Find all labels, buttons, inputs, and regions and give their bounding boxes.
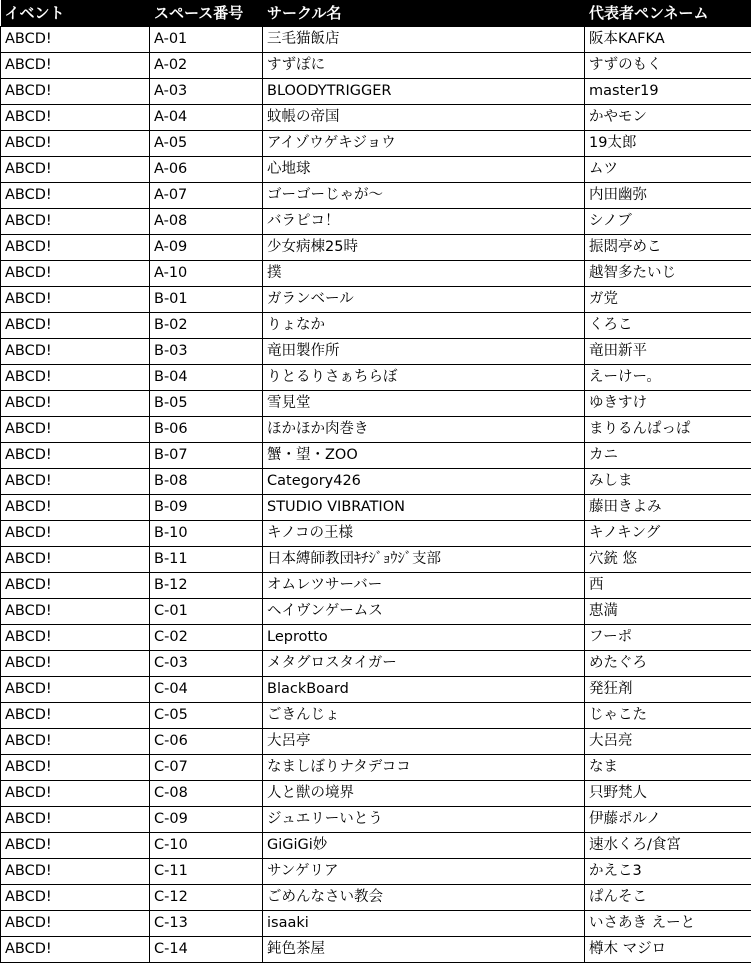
cell-pen-name[interactable]: ぱんそこ (585, 884, 751, 910)
cell-event[interactable]: ABCD! (1, 780, 150, 806)
cell-space-number[interactable]: A-05 (150, 130, 263, 156)
cell-pen-name[interactable]: 阪本KAFKA (585, 26, 751, 52)
cell-pen-name[interactable]: なま (585, 754, 751, 780)
cell-space-number[interactable]: C-12 (150, 884, 263, 910)
cell-circle-name[interactable]: 少女病棟25時 (263, 234, 585, 260)
cell-circle-name[interactable]: キノコの王様 (263, 520, 585, 546)
cell-space-number[interactable]: B-08 (150, 468, 263, 494)
cell-circle-name[interactable]: 大呂亭 (263, 728, 585, 754)
table-body (1, 26, 751, 962)
cell-circle-name[interactable]: 心地球 (263, 156, 585, 182)
table-row (1, 208, 751, 234)
cell-circle-name[interactable]: ほかほか肉巻き (263, 416, 585, 442)
cell-circle-name[interactable]: ヘイヴンゲームス (263, 598, 585, 624)
header-row (1, 0, 751, 26)
cell-space-number[interactable]: A-10 (150, 260, 263, 286)
cell-circle-name[interactable]: 竜田製作所 (263, 338, 585, 364)
cell-circle-name[interactable]: ゴーゴーじゃが〜 (263, 182, 585, 208)
cell-circle-name[interactable]: BLOODYTRIGGER (263, 78, 585, 104)
cell-pen-name[interactable]: くろこ (585, 312, 751, 338)
cell-event[interactable]: ABCD! (1, 442, 150, 468)
table-row (1, 468, 751, 494)
cell-event[interactable]: ABCD! (1, 936, 150, 962)
table-row (1, 390, 751, 416)
cell-circle-name[interactable]: りょなか (263, 312, 585, 338)
table-row (1, 52, 751, 78)
cell-pen-name[interactable]: 越智多たいじ (585, 260, 751, 286)
table-row (1, 806, 751, 832)
cell-space-number[interactable]: C-10 (150, 832, 263, 858)
cell-space-number[interactable]: B-11 (150, 546, 263, 572)
cell-circle-name[interactable]: 蟹・望・ZOO (263, 442, 585, 468)
cell-pen-name[interactable]: すずのもく (585, 52, 751, 78)
header-circle-name[interactable]: サークル名 (263, 0, 585, 26)
cell-space-number[interactable]: A-06 (150, 156, 263, 182)
cell-event[interactable]: ABCD! (1, 832, 150, 858)
cell-space-number[interactable]: B-05 (150, 390, 263, 416)
cell-pen-name[interactable]: 大呂亮 (585, 728, 751, 754)
cell-circle-name[interactable]: なましぼりナタデココ (263, 754, 585, 780)
cell-pen-name[interactable]: みしま (585, 468, 751, 494)
cell-pen-name[interactable]: フーポ (585, 624, 751, 650)
table-row (1, 364, 751, 390)
cell-circle-name[interactable]: GiGiGi妙 (263, 832, 585, 858)
cell-space-number[interactable]: C-08 (150, 780, 263, 806)
cell-event[interactable]: ABCD! (1, 572, 150, 598)
table-row (1, 728, 751, 754)
header-pen-name[interactable]: 代表者ペンネーム (585, 0, 751, 26)
cell-event[interactable]: ABCD! (1, 208, 150, 234)
cell-event[interactable]: ABCD! (1, 806, 150, 832)
cell-circle-name[interactable]: メタグロスタイガー (263, 650, 585, 676)
cell-pen-name[interactable]: 只野梵人 (585, 780, 751, 806)
table-row (1, 182, 751, 208)
cell-circle-name[interactable]: ガランベール (263, 286, 585, 312)
cell-event[interactable]: ABCD! (1, 130, 150, 156)
cell-event[interactable]: ABCD! (1, 338, 150, 364)
cell-pen-name[interactable]: ガ党 (585, 286, 751, 312)
cell-space-number[interactable]: C-04 (150, 676, 263, 702)
cell-event[interactable]: ABCD! (1, 676, 150, 702)
table-row (1, 338, 751, 364)
cell-event[interactable]: ABCD! (1, 494, 150, 520)
cell-space-number[interactable]: C-03 (150, 650, 263, 676)
cell-space-number[interactable]: B-02 (150, 312, 263, 338)
cell-pen-name[interactable]: いさあき えーと (585, 910, 751, 936)
cell-pen-name[interactable]: master19 (585, 78, 751, 104)
cell-event[interactable]: ABCD! (1, 520, 150, 546)
cell-pen-name[interactable]: かえこ3 (585, 858, 751, 884)
cell-space-number[interactable]: C-05 (150, 702, 263, 728)
cell-circle-name[interactable]: オムレツサーバー (263, 572, 585, 598)
cell-event[interactable]: ABCD! (1, 728, 150, 754)
cell-event[interactable]: ABCD! (1, 598, 150, 624)
cell-space-number[interactable]: C-13 (150, 910, 263, 936)
cell-circle-name[interactable]: Leprotto (263, 624, 585, 650)
cell-event[interactable]: ABCD! (1, 390, 150, 416)
cell-circle-name[interactable]: 鈍色茶屋 (263, 936, 585, 962)
cell-space-number[interactable]: A-08 (150, 208, 263, 234)
cell-event[interactable]: ABCD! (1, 910, 150, 936)
cell-event[interactable]: ABCD! (1, 312, 150, 338)
cell-pen-name[interactable]: 樽木 マジロ (585, 936, 751, 962)
cell-event[interactable]: ABCD! (1, 78, 150, 104)
cell-circle-name[interactable]: サンゲリア (263, 858, 585, 884)
cell-event[interactable]: ABCD! (1, 52, 150, 78)
cell-pen-name[interactable]: シノブ (585, 208, 751, 234)
cell-event[interactable]: ABCD! (1, 234, 150, 260)
table-row (1, 910, 751, 936)
cell-space-number[interactable]: B-09 (150, 494, 263, 520)
cell-circle-name[interactable]: 蚊帳の帝国 (263, 104, 585, 130)
cell-circle-name[interactable]: Category426 (263, 468, 585, 494)
cell-circle-name[interactable]: バラピコ！ (263, 208, 585, 234)
cell-circle-name[interactable]: 雪見堂 (263, 390, 585, 416)
cell-space-number[interactable]: B-10 (150, 520, 263, 546)
cell-space-number[interactable]: A-02 (150, 52, 263, 78)
header-space-number[interactable]: スペース番号 (150, 0, 263, 26)
table-row (1, 624, 751, 650)
header-event[interactable]: イベント (1, 0, 150, 26)
table-row (1, 546, 751, 572)
cell-event[interactable]: ABCD! (1, 26, 150, 52)
cell-event[interactable]: ABCD! (1, 650, 150, 676)
cell-event[interactable]: ABCD! (1, 702, 150, 728)
table-row (1, 442, 751, 468)
cell-pen-name[interactable]: キノキング (585, 520, 751, 546)
cell-pen-name[interactable]: 発狂剤 (585, 676, 751, 702)
cell-space-number[interactable]: C-01 (150, 598, 263, 624)
cell-space-number[interactable]: A-07 (150, 182, 263, 208)
table-row (1, 156, 751, 182)
cell-event[interactable]: ABCD! (1, 260, 150, 286)
table-row (1, 260, 751, 286)
cell-space-number[interactable]: B-06 (150, 416, 263, 442)
table-row (1, 650, 751, 676)
cell-circle-name[interactable]: ごめんなさい教会 (263, 884, 585, 910)
cell-circle-name[interactable]: 三毛猫飯店 (263, 26, 585, 52)
cell-circle-name[interactable]: 日本縛師教団ｷﾁｼﾞｮｳｼﾞ支部 (263, 546, 585, 572)
cell-pen-name[interactable]: えーけー。 (585, 364, 751, 390)
cell-space-number[interactable]: C-11 (150, 858, 263, 884)
cell-event[interactable]: ABCD! (1, 546, 150, 572)
cell-event[interactable]: ABCD! (1, 156, 150, 182)
cell-circle-name[interactable]: りとるりさぁちらぼ (263, 364, 585, 390)
table-header (1, 0, 751, 26)
table-row (1, 754, 751, 780)
table-row (1, 832, 751, 858)
cell-pen-name[interactable]: 竜田新平 (585, 338, 751, 364)
cell-event[interactable]: ABCD! (1, 364, 150, 390)
cell-circle-name[interactable]: 人と獣の境界 (263, 780, 585, 806)
cell-space-number[interactable]: B-04 (150, 364, 263, 390)
cell-space-number[interactable]: C-06 (150, 728, 263, 754)
cell-circle-name[interactable]: すずぽに (263, 52, 585, 78)
cell-pen-name[interactable]: じゃこた (585, 702, 751, 728)
cell-pen-name[interactable]: 伊藤ポルノ (585, 806, 751, 832)
cell-space-number[interactable]: C-07 (150, 754, 263, 780)
table-row (1, 858, 751, 884)
cell-pen-name[interactable]: 西 (585, 572, 751, 598)
cell-event[interactable]: ABCD! (1, 624, 150, 650)
cell-event[interactable]: ABCD! (1, 286, 150, 312)
table-row (1, 416, 751, 442)
table-row (1, 884, 751, 910)
cell-space-number[interactable]: A-09 (150, 234, 263, 260)
table-row (1, 286, 751, 312)
cell-pen-name[interactable]: 穴銃 悠 (585, 546, 751, 572)
table-row (1, 598, 751, 624)
table-row (1, 130, 751, 156)
table-row (1, 936, 751, 962)
table-row (1, 312, 751, 338)
cell-circle-name[interactable]: isaaki (263, 910, 585, 936)
cell-space-number[interactable]: A-04 (150, 104, 263, 130)
table-row (1, 676, 751, 702)
cell-pen-name[interactable]: 恵満 (585, 598, 751, 624)
cell-pen-name[interactable]: 19太郎 (585, 130, 751, 156)
cell-space-number[interactable]: C-14 (150, 936, 263, 962)
cell-pen-name[interactable]: 振悶亭めこ (585, 234, 751, 260)
cell-space-number[interactable]: B-01 (150, 286, 263, 312)
cell-pen-name[interactable]: かやモン (585, 104, 751, 130)
cell-pen-name[interactable]: 内田幽弥 (585, 182, 751, 208)
cell-space-number[interactable]: A-03 (150, 78, 263, 104)
cell-circle-name[interactable]: STUDIO VIBRATION (263, 494, 585, 520)
cell-pen-name[interactable]: まりるんぱっぱ (585, 416, 751, 442)
table-row (1, 702, 751, 728)
table-row (1, 572, 751, 598)
cell-circle-name[interactable]: ごきんじょ (263, 702, 585, 728)
cell-event[interactable]: ABCD! (1, 468, 150, 494)
cell-pen-name[interactable]: カニ (585, 442, 751, 468)
cell-pen-name[interactable]: ムツ (585, 156, 751, 182)
cell-circle-name[interactable]: BlackBoard (263, 676, 585, 702)
cell-space-number[interactable]: B-12 (150, 572, 263, 598)
cell-pen-name[interactable]: ゆきすけ (585, 390, 751, 416)
cell-pen-name[interactable]: 速水くろ/食宮 (585, 832, 751, 858)
cell-space-number[interactable]: C-02 (150, 624, 263, 650)
cell-space-number[interactable]: C-09 (150, 806, 263, 832)
cell-circle-name[interactable]: 撲 (263, 260, 585, 286)
cell-pen-name[interactable]: 藤田きよみ (585, 494, 751, 520)
cell-event[interactable]: ABCD! (1, 104, 150, 130)
table-row (1, 78, 751, 104)
table-row (1, 26, 751, 52)
cell-pen-name[interactable]: めたぐろ (585, 650, 751, 676)
table-row (1, 494, 751, 520)
cell-space-number[interactable]: B-07 (150, 442, 263, 468)
cell-circle-name[interactable]: アイゾウゲキジョウ (263, 130, 585, 156)
cell-event[interactable]: ABCD! (1, 858, 150, 884)
cell-event[interactable]: ABCD! (1, 884, 150, 910)
cell-event[interactable]: ABCD! (1, 182, 150, 208)
cell-space-number[interactable]: A-01 (150, 26, 263, 52)
cell-circle-name[interactable]: ジュエリーいとう (263, 806, 585, 832)
cell-event[interactable]: ABCD! (1, 416, 150, 442)
table-row (1, 520, 751, 546)
cell-event[interactable]: ABCD! (1, 754, 150, 780)
cell-space-number[interactable]: B-03 (150, 338, 263, 364)
table-row (1, 234, 751, 260)
table-row (1, 780, 751, 806)
table-row (1, 104, 751, 130)
